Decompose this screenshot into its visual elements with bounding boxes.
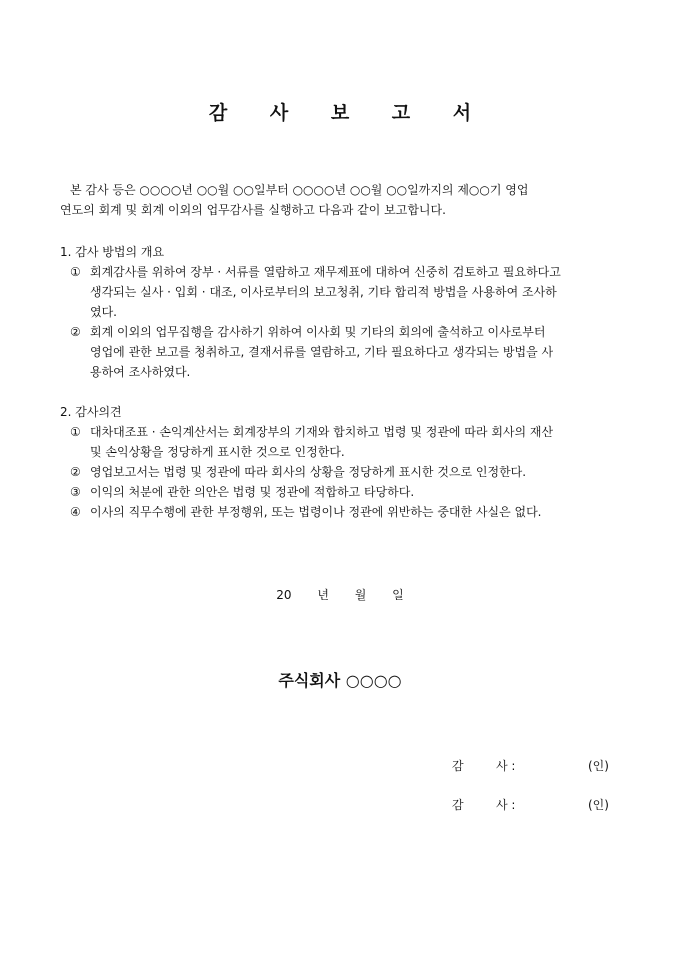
section-heading: 1. 감사 방법의 개요 [60, 245, 165, 259]
item-line: 이사의 직무수행에 관한 부정행위, 또는 법령이나 정관에 위반하는 중대한 사실은 없다. [90, 505, 542, 519]
intro-line-1: 본 감사 등은 ○○○○년 ○○월 ○○일부터 ○○○○년 ○○월 ○○일까지의 제○○기 영업 [70, 183, 529, 197]
signature-label: 감 [452, 759, 464, 773]
section-audit-opinion [60, 402, 635, 522]
list-item [60, 482, 635, 502]
report-date: 20 년 월 일 [276, 588, 404, 602]
item-line: 및 손익상황을 정당하게 표시한 것으로 인정한다. [90, 445, 345, 459]
item-line: 영업에 관한 보고를 청취하고, 결재서류를 열람하고, 기타 필요하다고 생각되는 방법을 사 [90, 345, 554, 359]
item-line: 영업보고서는 법령 및 정관에 따라 회사의 상황을 정당하게 표시한 것으로 인정한다. [90, 465, 527, 479]
item-marker: ② [70, 325, 81, 339]
item-line: 회계 이외의 업무집행을 감사하기 위하여 이사회 및 기타의 회의에 출석하고 이사로부터 [90, 325, 546, 339]
item-line: 였다. [90, 305, 117, 319]
item-marker: ① [70, 265, 81, 279]
list-item [60, 462, 635, 482]
item-line: 용하여 조사하였다. [90, 365, 191, 379]
list-item [60, 502, 635, 522]
signature-label: 감 [452, 798, 464, 812]
seal-mark: (인) [588, 798, 609, 812]
intro-line-2: 연도의 회계 및 회계 이외의 업무감사를 실행하고 다음과 같이 보고합니다. [60, 203, 446, 217]
seal-mark: (인) [588, 759, 609, 773]
signature-label-suffix: 사 : [496, 798, 516, 812]
item-marker: ① [70, 425, 81, 439]
signature-line [452, 795, 622, 815]
section-heading: 2. 감사의견 [60, 405, 122, 419]
intro-paragraph [60, 180, 625, 220]
signature-line [452, 756, 622, 776]
signature-label-suffix: 사 : [496, 759, 516, 773]
list-item [60, 422, 635, 462]
list-item [60, 262, 635, 322]
company-name: 주식회사 ○○○○ [278, 671, 402, 690]
list-item [60, 322, 635, 382]
item-marker: ③ [70, 485, 81, 499]
section-audit-method [60, 242, 635, 382]
document-title: 감 사 보 고 서 [208, 102, 490, 124]
item-marker: ④ [70, 505, 81, 519]
item-line: 이익의 처분에 관한 의안은 법령 및 정관에 적합하고 타당하다. [90, 485, 415, 499]
item-line: 회계감사를 위하여 장부 · 서류를 열람하고 재무제표에 대하여 신중히 검토하고 필요하다고 [90, 265, 561, 279]
item-line: 대차대조표 · 손익계산서는 회계장부의 기재와 합치하고 법령 및 정관에 따라 회사의 재산 [90, 425, 554, 439]
item-line: 생각되는 실사 · 입회 · 대조, 이사로부터의 보고청취, 기타 합리적 방법을 사용하여 조사하 [90, 285, 557, 299]
item-marker: ② [70, 465, 81, 479]
